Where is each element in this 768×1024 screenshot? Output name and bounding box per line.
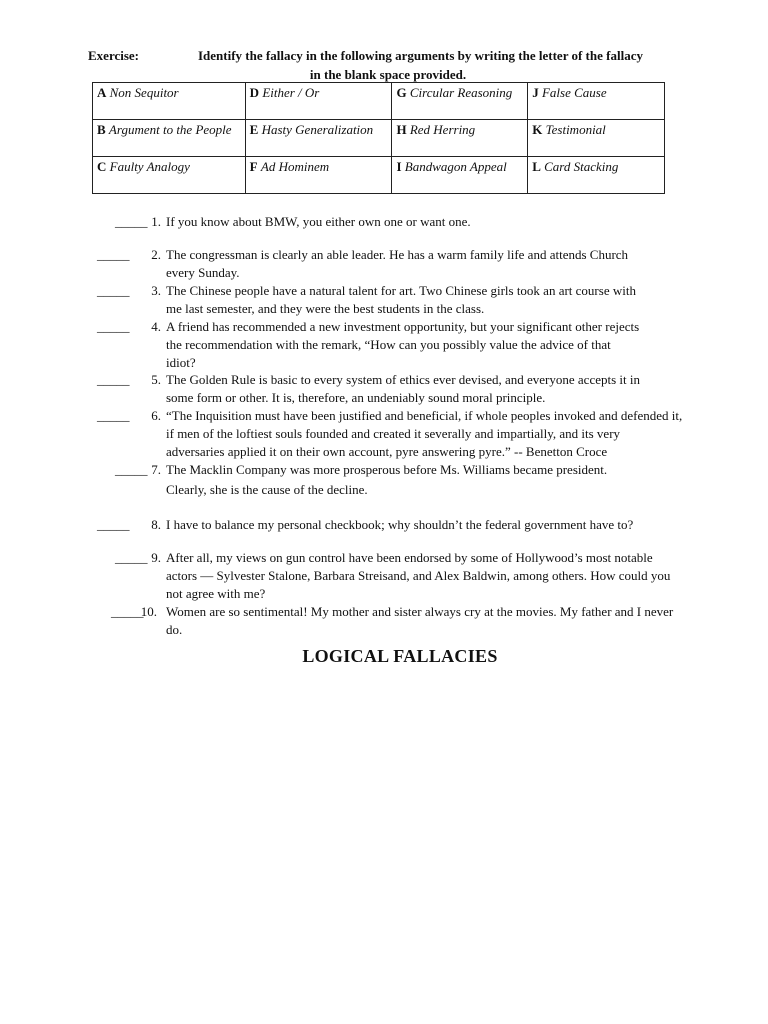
legend-cell — [528, 157, 665, 194]
question-text-line: Women are so sentimental! My mother and sister always cry at the movies. My father and I never — [166, 604, 674, 619]
legend-row — [93, 157, 665, 194]
answer-blank[interactable]: _____ — [97, 372, 130, 387]
question-number: 6. — [151, 408, 161, 423]
fallacy-name: Card Stacking — [544, 159, 619, 174]
legend-row — [93, 120, 665, 157]
question-text-line: I have to balance my personal checkbook; why shouldn’t the federal government have to? — [166, 517, 634, 532]
fallacy-name: Circular Reasoning — [409, 85, 513, 100]
legend-cell — [245, 83, 392, 120]
legend-cell — [93, 83, 246, 120]
answer-blank[interactable]: _____ — [111, 604, 144, 619]
question-text-line: “The Inquisition must have been justified and beneficial, if whole peoples invoked and defended it, — [166, 408, 683, 423]
question-text-line: some form or other. It is, therefore, an undeniably sound moral principle. — [166, 390, 546, 405]
answer-blank[interactable]: _____ — [97, 319, 130, 334]
fallacy-name: Testimonial — [545, 122, 606, 137]
fallacy-letter: K — [532, 122, 543, 137]
question-text-line: The Macklin Company was more prosperous before Ms. Williams became president. — [166, 462, 608, 477]
fallacy-letter: L — [532, 159, 541, 174]
exercise-instruction: Identify the fallacy in the following arguments by writing the letter of the fallacy — [198, 48, 643, 63]
question-number: 4. — [151, 319, 161, 334]
question-number: 1. — [151, 214, 161, 229]
question-text-line: Clearly, she is the cause of the decline. — [166, 482, 368, 497]
fallacy-name: Faulty Analogy — [109, 159, 190, 174]
question-number: 8. — [151, 517, 161, 532]
question-text-line: do. — [166, 622, 183, 637]
fallacy-name: Bandwagon Appeal — [404, 159, 507, 174]
fallacy-letter: B — [97, 122, 106, 137]
fallacy-letter: J — [532, 85, 539, 100]
question-text-line: not agree with me? — [166, 586, 266, 601]
answer-blank[interactable]: _____ — [97, 408, 130, 423]
question-number: 9. — [151, 550, 161, 565]
fallacy-letter: H — [396, 122, 407, 137]
question-number: 5. — [151, 372, 161, 387]
question-number: 7. — [151, 462, 161, 477]
question-text-line: adversaries applied it on their own account, pyre answering pyre.” -- Benetton Croce — [166, 444, 608, 459]
fallacy-name: Ad Hominem — [260, 159, 330, 174]
fallacy-letter: C — [97, 159, 107, 174]
answer-blank[interactable]: _____ — [115, 214, 148, 229]
question-text-line: The congressman is clearly an able leader. He has a warm family life and attends Church — [166, 247, 629, 262]
legend-cell — [93, 157, 246, 194]
page-title: LOGICAL FALLACIES — [302, 646, 498, 666]
fallacy-name: Argument to the People — [108, 122, 232, 137]
fallacy-letter: E — [249, 122, 259, 137]
legend-cell — [392, 157, 528, 194]
legend-cell — [93, 120, 246, 157]
question-number: 2. — [151, 247, 161, 262]
answer-blank[interactable]: _____ — [115, 550, 148, 565]
question-text-line: A friend has recommended a new investment opportunity, but your significant other rejects — [166, 319, 640, 334]
question-number: 10. — [140, 604, 157, 619]
question-text-line: After all, my views on gun control have been endorsed by some of Hollywood’s most notable — [166, 550, 653, 565]
legend-cell — [392, 120, 528, 157]
fallacy-name: Red Herring — [409, 122, 476, 137]
question-text-line: If you know about BMW, you either own one or want one. — [166, 214, 471, 229]
question-number: 3. — [151, 283, 161, 298]
legend-cell — [392, 83, 528, 120]
exercise-label: Exercise: — [88, 48, 140, 63]
fallacy-letter: G — [396, 85, 407, 100]
exercise-instruction-continued: in the blank space provided. — [309, 67, 467, 82]
question-text-line: me last semester, and they were the best students in the class. — [166, 301, 485, 316]
answer-blank[interactable]: _____ — [115, 462, 148, 477]
question-text-line: The Golden Rule is basic to every system of ethics ever devised, and everyone accepts it in — [166, 372, 640, 387]
legend-cell — [528, 83, 665, 120]
fallacy-name: False Cause — [541, 85, 607, 100]
question-text-line: The Chinese people have a natural talent for art. Two Chinese girls took an art course with — [166, 283, 636, 298]
legend-cell — [528, 120, 665, 157]
question-text-line: if men of the loftiest souls founded and created it severally and impartially, and its very — [166, 426, 621, 441]
legend-cell — [245, 157, 392, 194]
fallacy-letter: D — [249, 85, 260, 100]
question-text-line: the recommendation with the remark, “How can you possibly value the advice of that — [166, 337, 611, 352]
legend-row — [93, 83, 665, 120]
question-text-line: idiot? — [166, 355, 196, 370]
answer-blank[interactable]: _____ — [97, 283, 130, 298]
fallacy-name: Non Sequitor — [109, 85, 179, 100]
fallacy-name: Either / Or — [262, 85, 320, 100]
answer-blank[interactable]: _____ — [97, 247, 130, 262]
fallacy-letter: I — [396, 159, 402, 174]
question-text-line: actors — Sylvester Stalone, Barbara Streisand, and Alex Baldwin, among others. How could you — [166, 568, 671, 583]
question-text-line: every Sunday. — [166, 265, 240, 280]
legend-cell — [245, 120, 392, 157]
fallacy-legend-table — [92, 82, 665, 194]
answer-blank[interactable]: _____ — [97, 517, 130, 532]
fallacy-letter: A — [97, 85, 107, 100]
fallacy-letter: F — [249, 159, 258, 174]
fallacy-name: Hasty Generalization — [261, 122, 374, 137]
